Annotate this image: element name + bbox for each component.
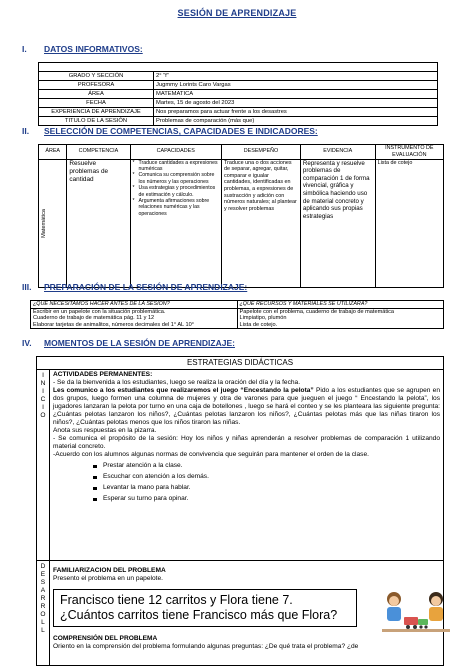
comprension-heading: COMPRENSIÓN DEL PROBLEMA	[53, 635, 158, 642]
table-row: TITULO DE LA SESIÓN Problemas de comparación (más que)	[39, 117, 438, 126]
inicio-heading: ACTIVIDADES PERMANENTES:	[53, 371, 153, 378]
area-label: Matemática	[41, 208, 47, 238]
competencias-table: ÁREA COMPETENCIA CAPACIDADES DESEMPEÑO EVIDENCIA INSTRUMENTO DE EVALUACIÓN Matemática Resuelve problemas de cantidad * Traduce cantidades a expresiones numéricas * Comunica su comprensión sobre los números y las operaciones * Usa estrategias y procedimientos de estimación y cálculo. * Argumenta afirmaciones sobre relaciones numéricas y las operaciones Traduce una o dos acciones de separar, agregar, quitar, comparar e igualar cantidades, identificadas en problemas, a expresiones de sustracción y adición con números naturales; al plantear y resolver problemas Representa y resuelve problemas de comparación 1 de forma vivencial, gráfica y simbólica haciendo uso de material concreto y aplicando sus propias estrategias Lista de cotejo	[38, 144, 444, 288]
inicio-side-label: I N I C I O	[37, 370, 50, 561]
table-row: PROFESORA Jugmmy Lorints Caro Vargas	[39, 81, 438, 90]
estrategias-table: ESTRATEGIAS DIDÁCTICAS I N I C I O ACTIVIDADES PERMANENTES: - Se da la bienvenida a los estudiantes, luego se realiza la oración del día y la fecha. Les comunico a los estudiantes que realizaremos el juego “Encestando la pelota” Pido a los estudiantes que se agrupen en dos grupos, luego formen una columna de mujeres y otra de varones para que jueguen el juego “ Encestando la pelota”, los jugadores lanzaran la pelota por turno en una caja de botellones , luego se hará el conteo y se les planteara las siguiente pregunta: ¿Cuántas pelotas lanzaron los niños?, ¿Cuántas pelotas lanzaron los niños?, ¿Cuántas pelotas más que las niñas tiraron los niños?, ¿Cuántas pelotas menos que los niños tiraron las niñas. Anota sus respuestas en la pizarra. - Se comunica el propósito de la sesión: Hoy los niños y niñas aprenderán a resolver problemas de comparación 1 utilizando material concreto. -Acuerdo con los alumnos algunas normas de convivencia que seguirán para mantener el orden de la clase. Prestar atención a la clase. Escuchar con atención a los demás. Levantar la mano para hablar. Esperar su turno para opinar. D E S A R R O L L FAMILIARIZACION DEL PROBLEMA Presento el problema en un papelote. Francisco tiene 12 carritos y Flora tiene 7. ¿Cuántos carritos tiene Francisco más que Flora? COMPRENSIÓN DEL PROBLEMA Oriento en la comprensión del problema formulando algunas preguntas: ¿De qué trata el problema? ¿de	[36, 356, 444, 666]
datos-table	[38, 62, 438, 126]
desarrollo-side-label: D E S A R R O L L	[37, 561, 50, 666]
table-row: GRADO Y SECCIÓN 2° “f”	[39, 72, 438, 81]
children-playing-illustration	[380, 589, 452, 635]
table-row: FECHA Martes, 15 de agosto del 2023	[39, 99, 438, 108]
preparacion-table: ¿QUÉ NECESITAMOS HACER ANTES DE LA SESIÓN? ¿QUÉ RECURSOS Y MATERIALES SE UTILIZARÁ? Escribir en un papelote con la situación problemática. Cuaderno de trabajo de matemática pág. 11 y 12 Elaborar tarjetas de animalitos, números decimales del 1° AL 10° Papelote con el problema, cuaderno de trabajo de matemática Limpiatipo, plumón Lista de cotejo.	[30, 300, 444, 329]
section-heading-1: I. DATOS INFORMATIVOS:	[22, 44, 143, 54]
strategies-title: ESTRATEGIAS DIDÁCTICAS	[37, 357, 444, 370]
section-heading-3: III. PREPARACIÓN DE LA SESIÓN DE APRENDIZAJE:	[22, 282, 248, 292]
section-heading-2: II. SELECCIÓN DE COMPETENCIAS, CAPACIDADES E INDICADORES:	[22, 126, 318, 136]
table-row: EXPERIENCIA DE APRENDIZAJE Nos preparamos para actuar frente a los desastres	[39, 108, 438, 117]
familiarizacion-heading: FAMILIARIZACION DEL PROBLEMA	[53, 567, 166, 574]
section-heading-4: IV. MOMENTOS DE LA SESIÓN DE APRENDIZAJE:	[22, 338, 235, 348]
table-row: ÁREA MATEMATICA	[39, 90, 438, 99]
problem-box: Francisco tiene 12 carritos y Flora tiene 7. ¿Cuántos carritos tiene Francisco más que Flora?	[53, 589, 357, 627]
page-title: SESIÓN DE APRENDIZAJE	[177, 8, 297, 18]
